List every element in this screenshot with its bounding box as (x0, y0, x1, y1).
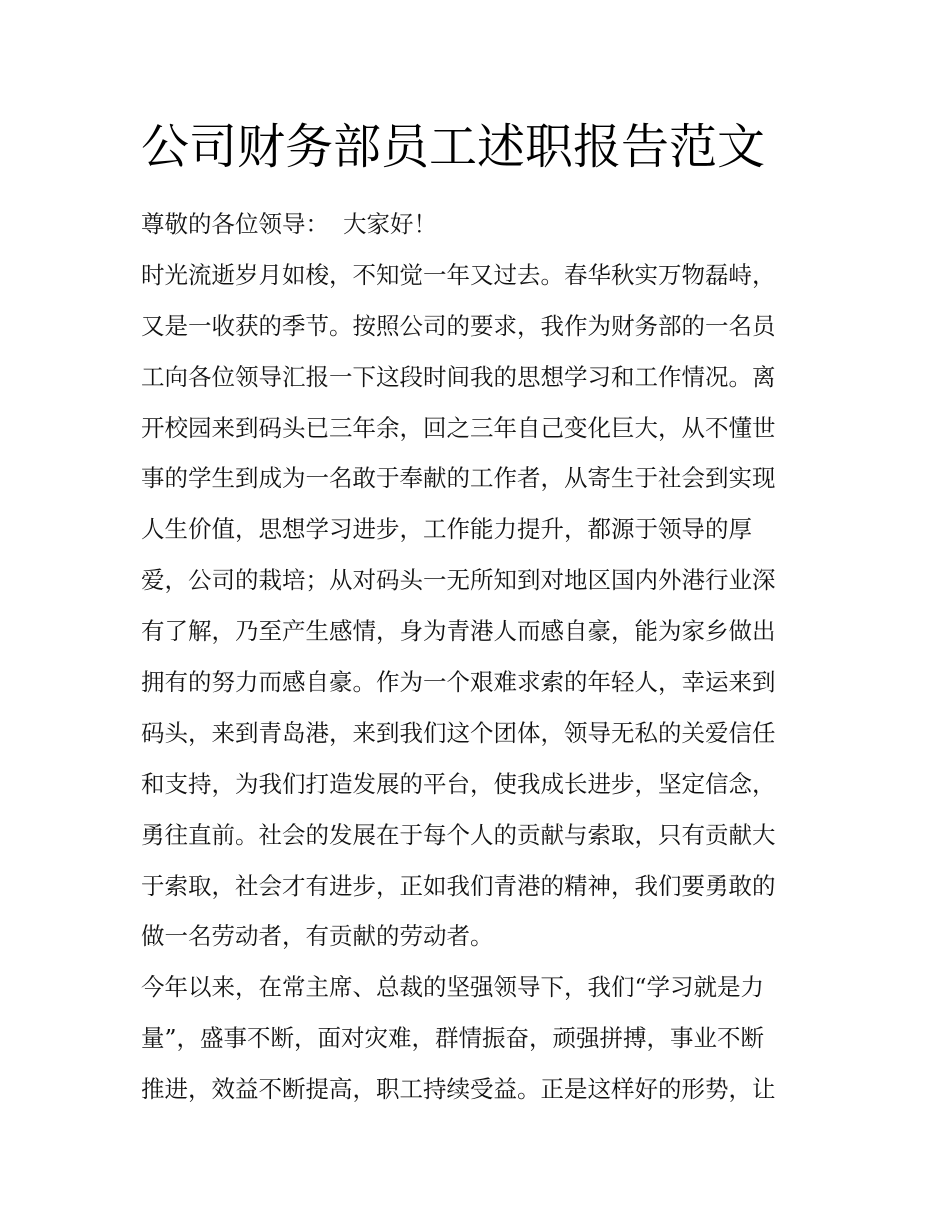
paragraph-line: 时光流逝岁月如梭，不知觉一年又过去。春华秋实万物磊峙， (141, 260, 776, 289)
salutation-line (141, 199, 821, 250)
paragraph-line: 做一名劳动者，有贡献的劳动者。 (141, 922, 494, 951)
paragraph-line: 拥有的努力而感自豪。作为一个艰难求索的年轻人，幸运来到 (141, 668, 776, 697)
paragraph-line: 有了解，乃至产生感情，身为青港人而感自豪，能为家乡做出 (141, 617, 776, 646)
paragraph-line: 推进，效益不断提高，职工持续受益。正是这样好的形势，让 (141, 1075, 776, 1104)
paragraph-line: 勇往直前。社会的发展在于每个人的贡献与索取，只有贡献大 (141, 820, 776, 849)
paragraph-line: 开校园来到码头已三年余，回之三年自己变化巨大，从不懂世 (141, 413, 776, 442)
paragraph-line: 量”，盛事不断，面对灾难，群情振奋，顽强拼搏，事业不断 (141, 1024, 765, 1053)
salutation-addressee: 尊敬的各位领导： (141, 210, 329, 238)
salutation-greeting: 大家好！ (343, 210, 437, 238)
paragraph-line: 工向各位领导汇报一下这段时间我的思想学习和工作情况。离 (141, 362, 776, 391)
paragraph-line: 于索取，社会才有进步，正如我们青港的精神，我们要勇敢的 (141, 871, 776, 900)
paragraph-line: 又是一收获的季节。按照公司的要求，我作为财务部的一名员 (141, 311, 776, 340)
paragraph-line: 今年以来，在常主席、总裁的坚强领导下，我们“学习就是力 (141, 973, 765, 1002)
paragraph-line: 码头，来到青岛港，来到我们这个团体，领导无私的关爱信任 (141, 718, 776, 747)
paragraph-line: 爱，公司的栽培；从对码头一无所知到对地区国内外港行业深 (141, 566, 776, 595)
paragraph-line: 和支持，为我们打造发展的平台，使我成长进步，坚定信念， (141, 769, 776, 798)
document-title: 公司财务部员工述职报告范文 (141, 119, 766, 175)
paragraph-line: 事的学生到成为一名敢于奉献的工作者，从寄生于社会到实现 (141, 464, 776, 493)
paragraph-line: 人生价值，思想学习进步，工作能力提升，都源于领导的厚 (141, 515, 752, 544)
document-body (141, 199, 821, 1115)
